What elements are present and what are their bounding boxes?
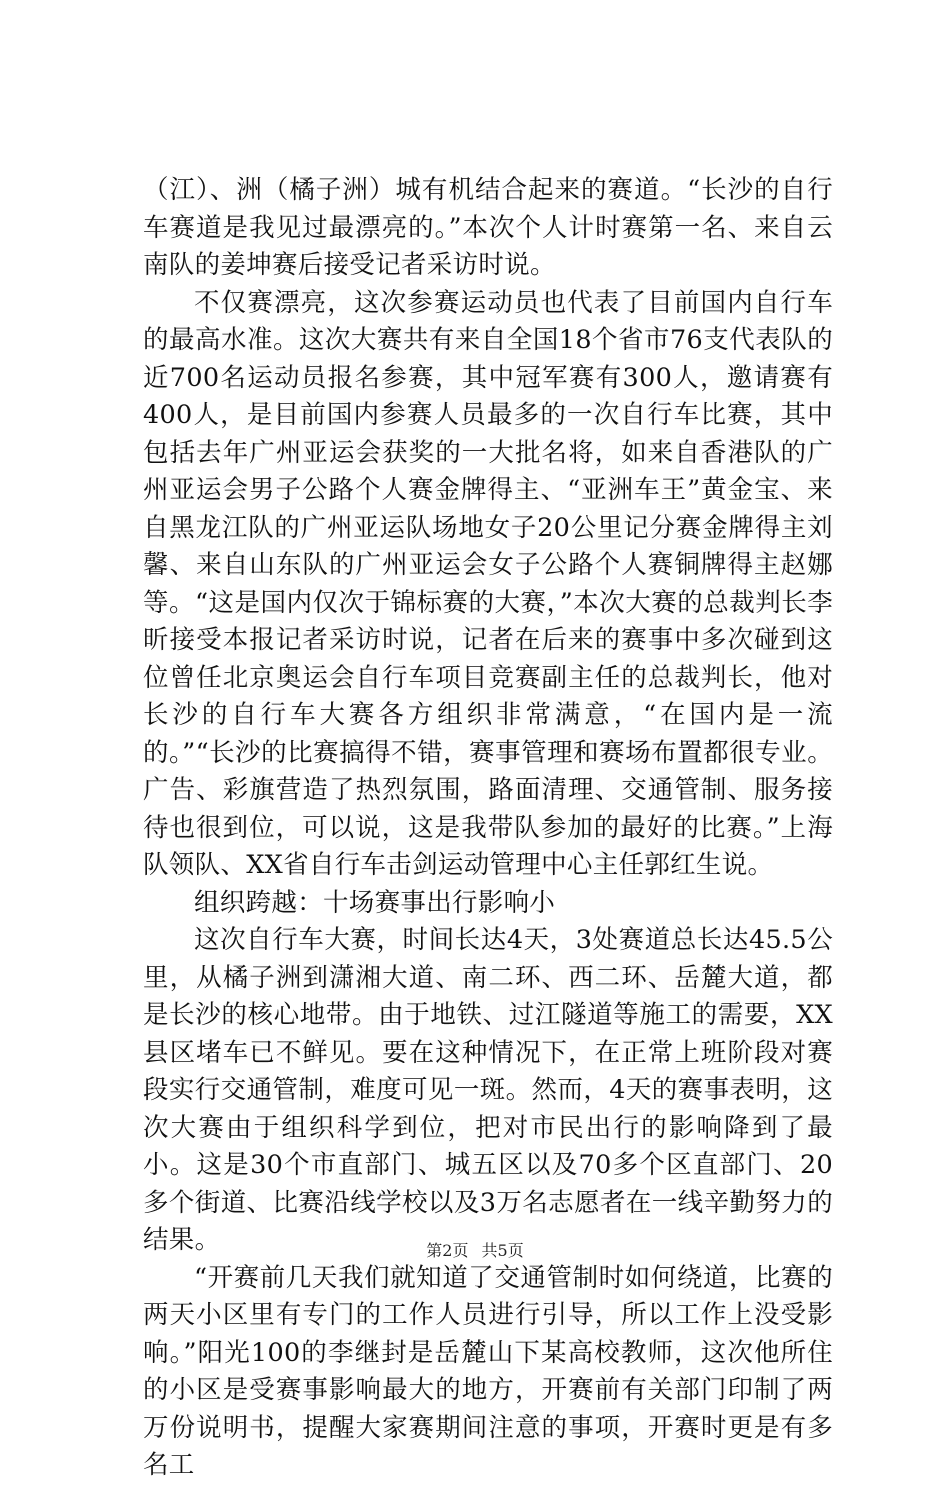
page-footer — [0, 1240, 950, 1262]
page-total: 共5页 — [481, 1241, 524, 1260]
page-number: 第2页 — [426, 1241, 469, 1260]
paragraph-3: 这次自行车大赛，时间长达4天，3处赛道总长达45.5公里，从橘子洲到潇湘大道、南二环、西二环、岳麓大道，都是长沙的核心地带。由于地铁、过江隧道等施工的需要，XX县区堵车已不鲜见。要在这种情况下，在正常上班阶段对赛段实行交通管制，难度可见一斑。然而，4天的赛事表明，这次大赛由于组织科学到位，把对市民出行的影响降到了最小。这是30个市直部门、城五区以及70多个区直部门、20多个街道、比赛沿线学校以及3万名志愿者在一线辛勤努力的结果。 — [143, 925, 833, 1255]
paragraph-4: “开赛前几天我们就知道了交通管制时如何绕道，比赛的两天小区里有专门的工作人员进行引导，所以工作上没受影响。”阳光100的李继封是岳麓山下某高校教师，这次他所住的小区是受赛事影响最大的地方，开赛前有关部门印制了两万份说明书，提醒大家赛期间注意的事项，开赛时更是有多名工 — [143, 1262, 833, 1480]
article-body — [143, 172, 833, 1485]
paragraph-2: 不仅赛漂亮，这次参赛运动员也代表了目前国内自行车的最高水准。这次大赛共有来自全国18个省市76支代表队的近700名运动员报名参赛，其中冠军赛有300人，邀请赛有400人，是目前国内参赛人员最多的一次自行车比赛，其中包括去年广州亚运会获奖的一大批名将，如来自香港队的广州亚运会男子公路个人赛金牌得主、“亚洲车王”黄金宝、来自黑龙江队的广州亚运队场地女子20公里记分赛金牌得主刘馨、来自山东队的广州亚运会女子公路个人赛铜牌得主赵娜等。“这是国内仅次于锦标赛的大赛，”本次大赛的总裁判长李昕接受本报记者采访时说，记者在后来的赛事中多次碰到这位曾任北京奥运会自行车项目竞赛副主任的总裁判长，他对长沙的自行车大赛各方组织非常满意，“在国内是一流的。”“长沙的比赛搞得不错，赛事管理和赛场布置都很专业。广告、彩旗营造了热烈氛围，路面清理、交通管制、服务接待也很到位，可以说，这是我带队参加的最好的比赛。”上海队领队、XX省自行车击剑运动管理中心主任郭红生说。 — [143, 287, 833, 880]
section-heading: 组织跨越：十场赛事出行影响小 — [194, 887, 556, 918]
paragraph-1: （江）、洲（橘子洲）城有机结合起来的赛道。“长沙的自行车赛道是我见过最漂亮的。”本次个人计时赛第一名、来自云南队的姜坤赛后接受记者采访时说。 — [143, 175, 833, 280]
